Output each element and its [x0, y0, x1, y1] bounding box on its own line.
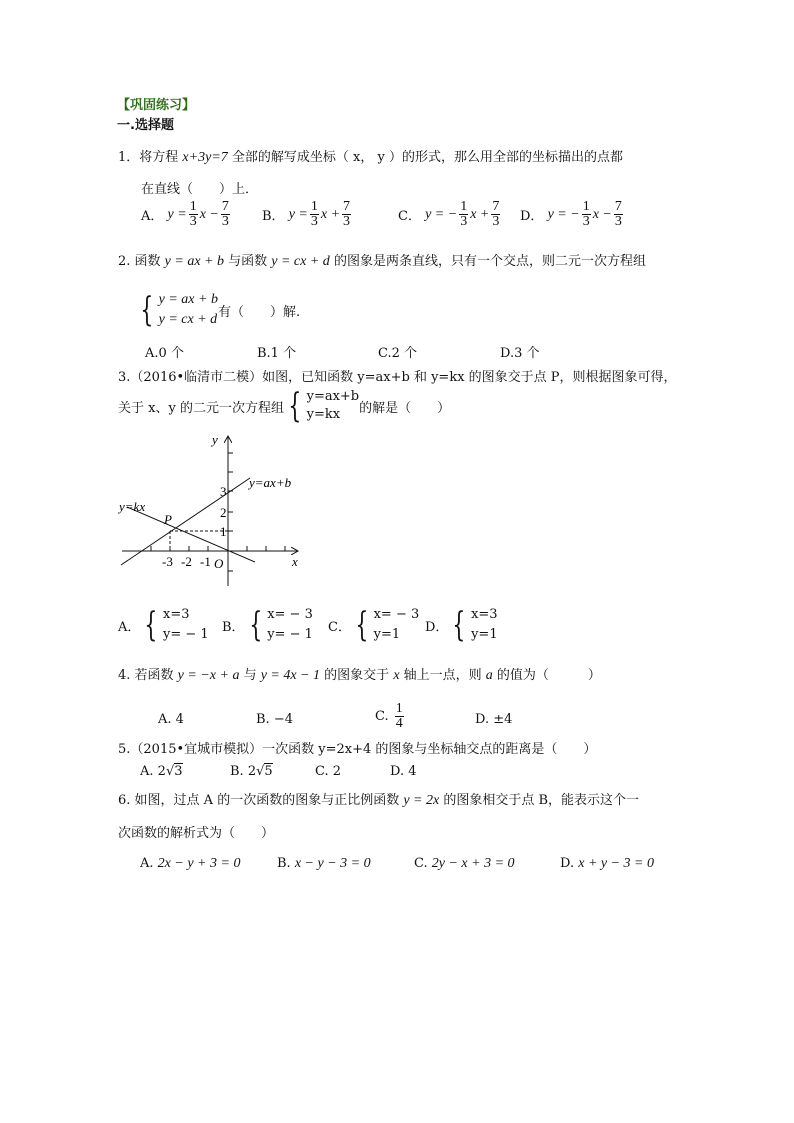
denominator: 3	[582, 214, 590, 229]
q2-option-b[interactable]: B.1 个	[257, 346, 297, 361]
option-label: B．	[222, 619, 245, 635]
denominator: 3	[343, 214, 351, 229]
sys-row: x= − 3	[373, 607, 420, 622]
q1-equation: x+3y=7	[182, 150, 228, 165]
q2-option-a[interactable]: A.0 个	[145, 346, 184, 361]
q2-option-d[interactable]: D.3 个	[500, 346, 540, 361]
math: x −	[199, 206, 219, 222]
q3-sys-row: y=ax+b	[306, 389, 360, 404]
option-label: C．	[398, 209, 421, 224]
y-tick-label: 3	[220, 484, 227, 499]
sys-row: y= − 1	[267, 627, 313, 642]
q4-option-c[interactable]	[375, 702, 406, 731]
denominator: 3	[310, 214, 318, 229]
numerator: 7	[614, 199, 622, 214]
sqrt-icon: √	[165, 764, 175, 779]
option-label: A．	[141, 209, 164, 224]
math: x −	[592, 206, 612, 222]
q5-option[interactable]	[140, 764, 183, 780]
line2-label: y=kx	[119, 499, 146, 514]
q1-text: 1．将方程	[118, 150, 183, 165]
denominator: 4	[395, 716, 403, 731]
numerator: 7	[343, 199, 351, 214]
q2-sys-row: y = ax + b	[158, 292, 218, 307]
q2-eq1: y = ax + b	[164, 254, 224, 269]
q4-eq1: y = −x + a	[177, 668, 240, 683]
sys-row: y= − 1	[163, 627, 209, 642]
denominator: 3	[614, 214, 622, 229]
x-axis-label: x	[292, 554, 298, 569]
sys-row: y=1	[471, 627, 498, 642]
q1-option[interactable]	[141, 200, 232, 229]
option-label: C.	[414, 856, 428, 871]
x-tick-label: -2	[181, 554, 192, 569]
y-tick-label: 2	[220, 505, 227, 520]
question-4	[118, 668, 601, 684]
q6-option[interactable]	[414, 856, 515, 872]
q6-option[interactable]	[560, 856, 654, 872]
q2-eq2: y = cx + d	[271, 254, 330, 269]
q4-option-d[interactable]: D. ±4	[475, 712, 513, 727]
option-label: A．	[118, 619, 141, 635]
q4-option-b[interactable]: B. −4	[256, 712, 293, 727]
q4-text: 的图象交于	[320, 668, 394, 683]
denominator: 3	[221, 214, 229, 229]
q6-option[interactable]	[277, 856, 371, 872]
option-label: D.	[560, 856, 575, 871]
y-axis-label: y	[212, 432, 218, 447]
section-subtitle: 一.选择题	[117, 118, 174, 133]
y-tick-label: 1	[220, 524, 227, 539]
q2-sys-row: y = cx + d	[158, 312, 218, 327]
q3-option[interactable]: C． { x= − 3 y=1	[328, 605, 420, 645]
q2-tail: 有（ ）解.	[217, 304, 301, 320]
denominator: 3	[492, 214, 500, 229]
point-p-label: P	[164, 512, 172, 527]
option-label: D．	[425, 619, 449, 635]
sqrt-icon: √	[256, 764, 265, 779]
q3-text: 的解是（ ）	[359, 400, 451, 416]
question-5: 5.（2015•宜城市模拟）一次函数 y=2x+4 的图象与坐标轴交点的距离是（ ）	[118, 742, 597, 757]
option-label: C．	[328, 619, 351, 635]
option-label: B.	[277, 856, 291, 871]
option-label: A. 2	[140, 764, 166, 779]
q3-option[interactable]: D． { x=3 y=1	[425, 605, 498, 645]
q1-line2: 在直线（ ）上．	[141, 182, 259, 197]
q2-text: 2. 函数	[118, 254, 165, 269]
numerator: 1	[189, 199, 197, 214]
q4-text: 4. 若函数	[118, 668, 178, 683]
option-label: A.	[140, 856, 154, 871]
q3-text: 关于 x、y 的二元一次方程组	[118, 400, 284, 416]
q5-option[interactable]	[315, 764, 341, 780]
option-label: D．	[520, 209, 544, 224]
q3-sys-row: y=kx	[306, 407, 341, 422]
option-label: C. 2	[315, 764, 342, 779]
sys-row: y=1	[373, 627, 401, 642]
math: 2x − y + 3 = 0	[157, 856, 241, 871]
q6-line2: 次函数的解析式为（ ）	[118, 826, 275, 841]
option-label: B. 2	[230, 764, 257, 779]
q4-option-a[interactable]: A. 4	[158, 712, 184, 727]
x-tick-label: -1	[200, 554, 211, 569]
q6-text: 的图象相交于点 B，能表示这个一	[439, 793, 640, 808]
sys-row: x= − 3	[267, 607, 313, 622]
q6-eq: y = 2x	[403, 793, 440, 808]
question-3: 3.（2016•临清市二模）如图，已知函数 y=ax+b 和 y=kx 的图象交于点 P，则根据图象可得，	[118, 370, 677, 385]
math: x + y − 3 = 0	[578, 856, 655, 871]
line1-label: y=ax+b	[249, 475, 292, 490]
q2-system: { y = ax + b y = cx + d 有（ ）解.	[140, 290, 301, 330]
q6-text: 6. 如图，过点 A 的一次函数的图象与正比例函数	[118, 793, 404, 808]
q2-text: 的图象是两条直线，只有一个交点，则二元一次方程组	[329, 254, 646, 269]
math: 2y − x + 3 = 0	[431, 856, 515, 871]
q5-option[interactable]	[230, 764, 273, 780]
math: x − y − 3 = 0	[294, 856, 371, 871]
q1-option[interactable]	[262, 200, 353, 229]
option-label: D. 4	[390, 764, 417, 779]
radicand: 5	[264, 764, 273, 779]
origin-label: O	[214, 556, 224, 571]
q1-text: 全部的解写成坐标（ x， y ）的形式，那么用全部的坐标描出的点都	[227, 150, 623, 165]
q2-option-c[interactable]: C.2 个	[378, 346, 418, 361]
denominator: 3	[189, 214, 197, 229]
q2-text: 与函数	[224, 254, 272, 269]
q4-c-label: C.	[375, 709, 389, 724]
section-title: 【巩固练习】	[117, 98, 196, 113]
q3-option[interactable]: B． { x= − 3 y= − 1	[222, 605, 313, 645]
numerator: 1	[395, 701, 403, 716]
numerator: 1	[582, 199, 590, 214]
q6-option[interactable]	[140, 856, 240, 872]
sys-row: x=3	[163, 607, 190, 622]
question-6	[118, 793, 639, 809]
math: y = −	[547, 206, 580, 222]
numerator: 7	[492, 199, 500, 214]
numerator: 7	[221, 199, 229, 214]
denominator: 3	[460, 214, 468, 229]
q4-var: a	[485, 668, 493, 683]
q4-eq2: y = 4x − 1	[260, 668, 321, 683]
sys-row: x=3	[471, 607, 498, 622]
radicand: 3	[174, 764, 183, 779]
q4-text: 轴上一点，则	[399, 668, 486, 683]
math: x +	[320, 206, 341, 222]
q4-var: x	[393, 668, 400, 683]
math: y = −	[425, 206, 458, 222]
q4-text: 与	[239, 668, 261, 683]
numerator: 1	[460, 199, 468, 214]
math: y =	[167, 206, 187, 222]
q3-line2: 关于 x、y 的二元一次方程组 { y=ax+b y=kx 的解是（ ）	[118, 386, 451, 426]
math: y =	[288, 206, 308, 222]
math: x +	[470, 206, 490, 222]
q3-option[interactable]: A． { x=3 y= − 1	[118, 605, 209, 645]
q1-option[interactable]	[520, 200, 625, 229]
q5-option[interactable]	[390, 764, 417, 780]
numerator: 1	[310, 199, 318, 214]
x-tick-label: -3	[162, 554, 173, 569]
q4-text: 的值为（ ）	[492, 668, 601, 683]
option-label: B．	[262, 209, 285, 224]
q1-option[interactable]	[398, 200, 502, 229]
